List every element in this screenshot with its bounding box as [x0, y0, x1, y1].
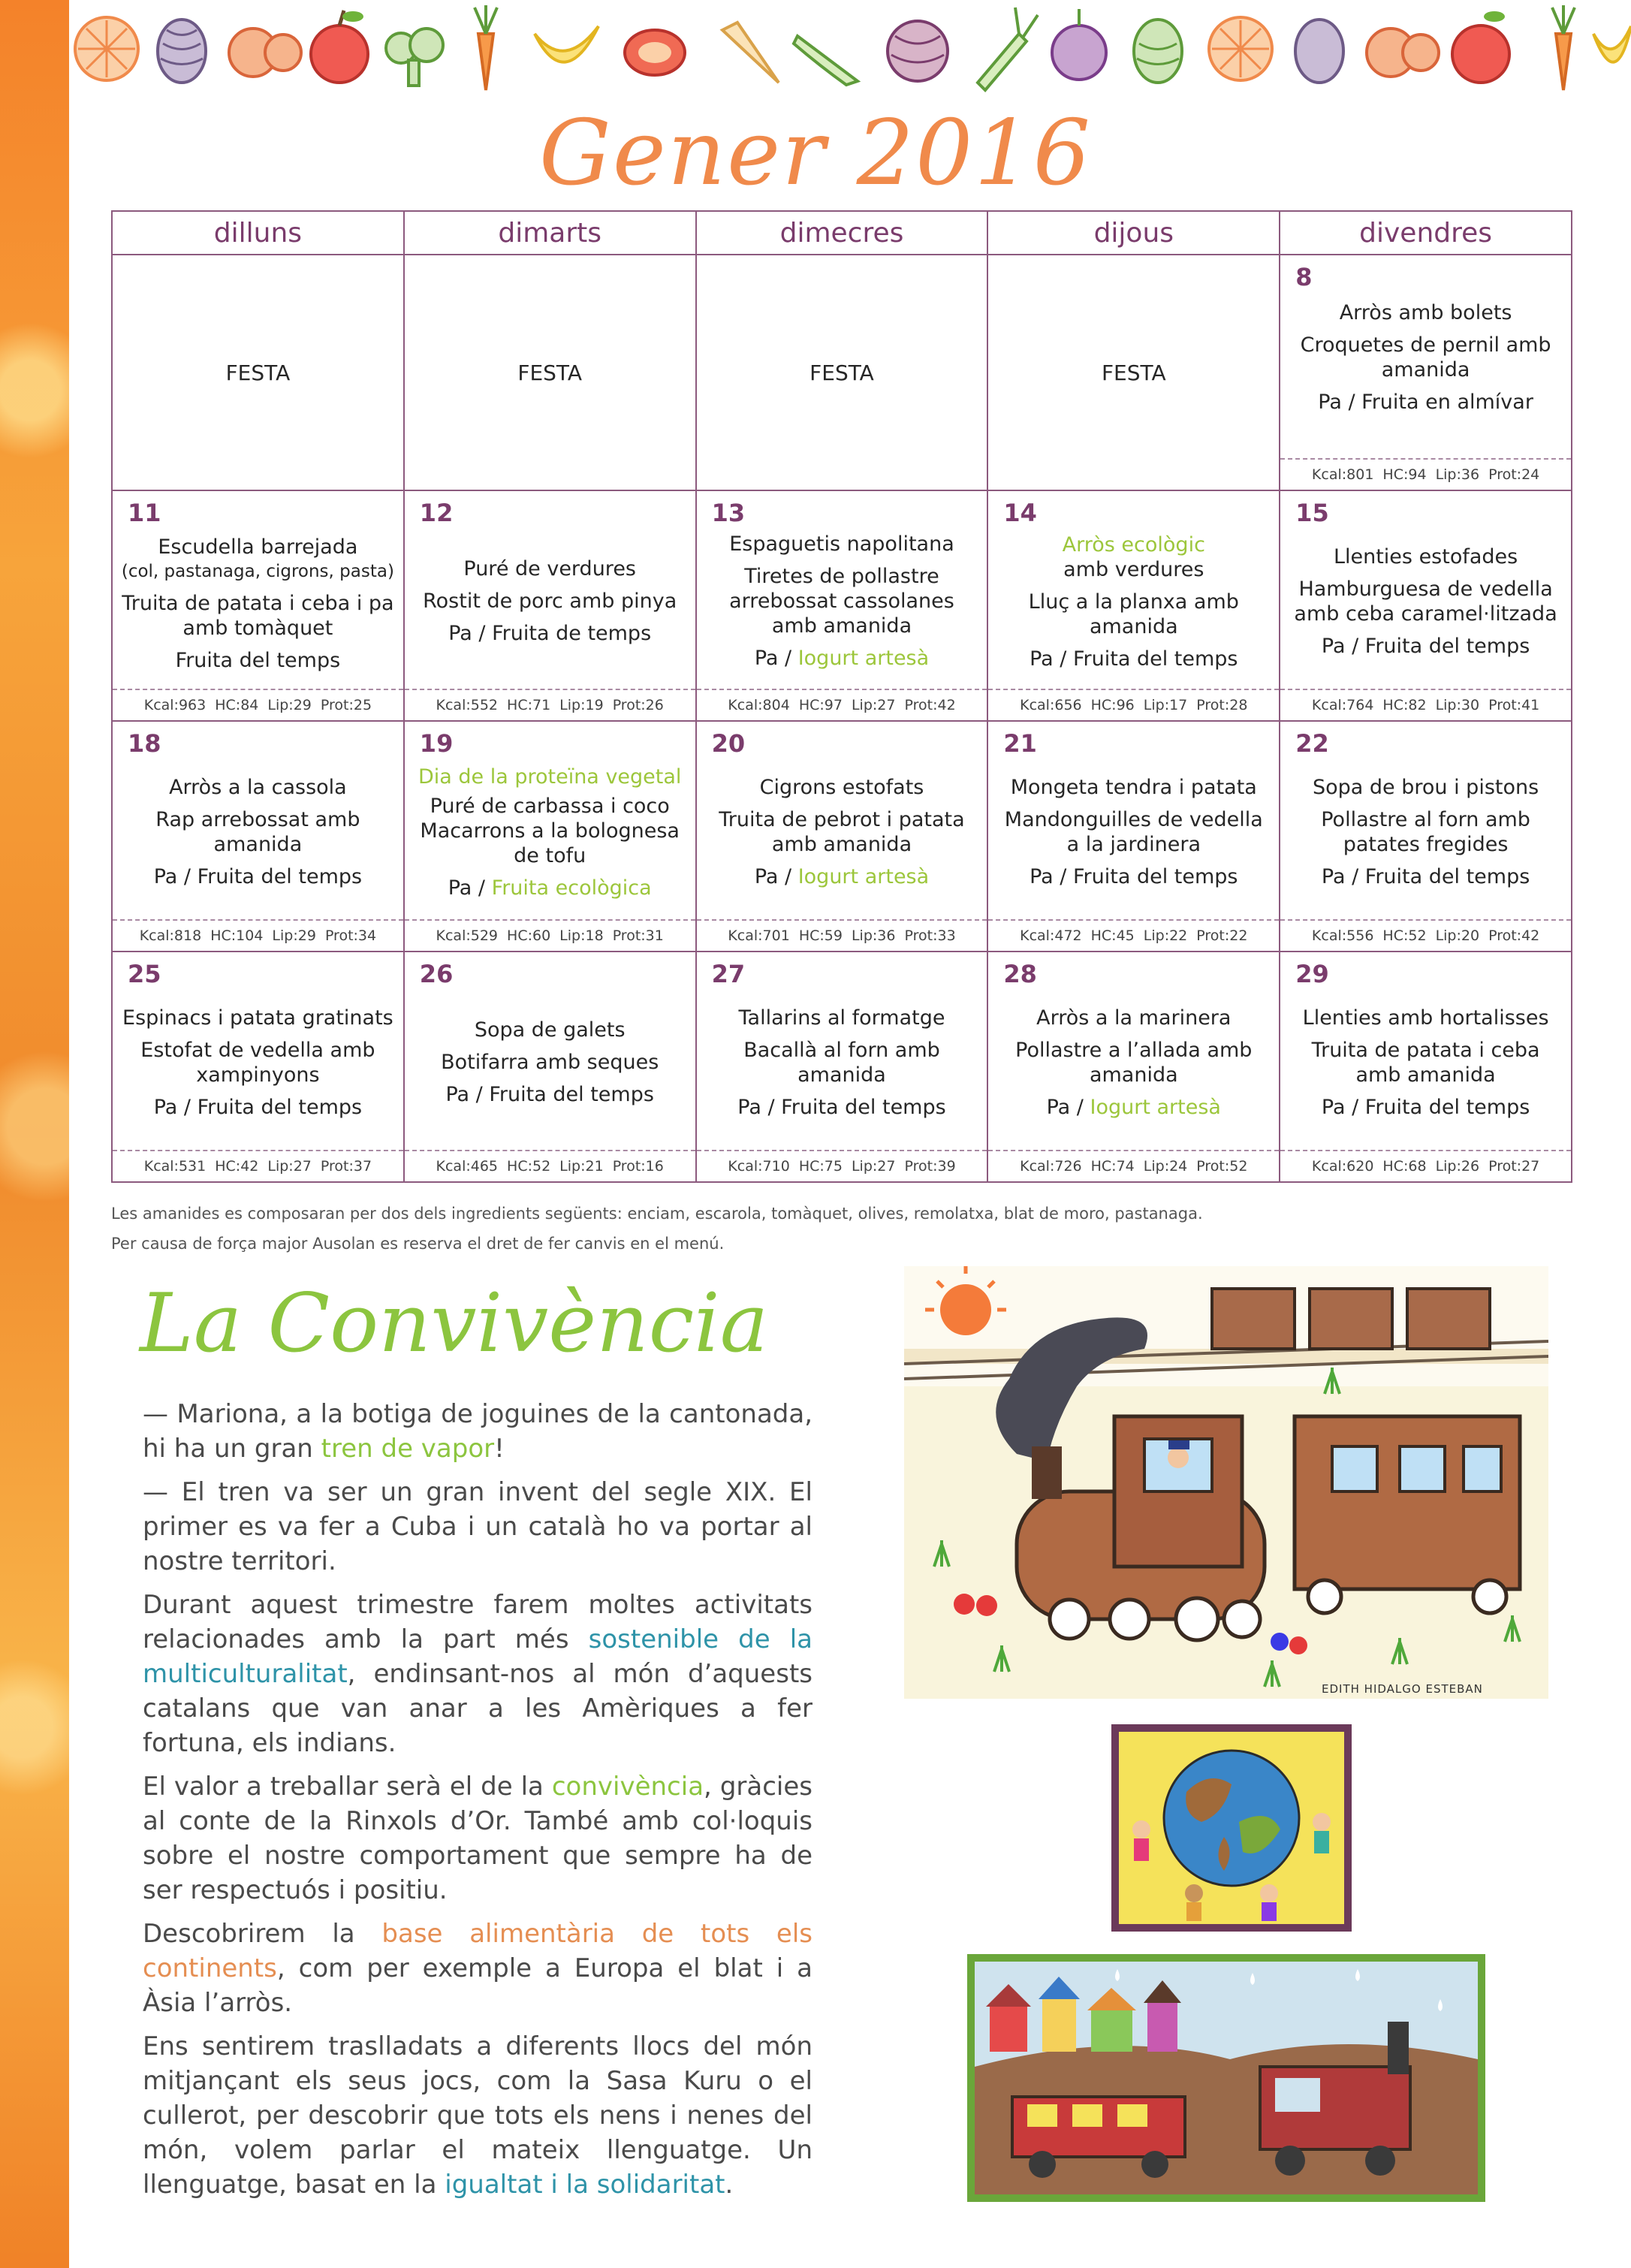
- second-course: Rostit de porc amb pinya: [423, 590, 677, 613]
- prot-value: Prot:27: [1488, 1158, 1540, 1175]
- first-course: Espinacs i patata gratinats: [122, 1006, 393, 1030]
- text-run: — Mariona, a la botiga de joguines de la cantonada, hi ha un gran: [143, 1399, 812, 1464]
- prot-value: Prot:25: [320, 697, 372, 713]
- carrot-icon: [475, 5, 497, 90]
- kcal-value: Kcal:556: [1311, 927, 1374, 944]
- kcal-value: Kcal:552: [436, 697, 499, 713]
- dessert: [755, 864, 929, 889]
- dessert: Pa / Fruita del temps: [153, 864, 363, 888]
- hc-value: HC:82: [1382, 697, 1427, 713]
- day-number: 14: [1003, 499, 1037, 527]
- day-cell: [696, 255, 988, 490]
- kcal-value: Kcal:963: [143, 697, 207, 713]
- nutrition-info: [697, 689, 987, 720]
- second-course: Truita de patata i ceba amb amanida: [1311, 1038, 1540, 1087]
- lip-value: Lip:27: [851, 697, 896, 713]
- artichoke-icon: [1134, 20, 1182, 83]
- globe-icon: [1164, 1751, 1299, 1886]
- kcal-value: Kcal:701: [728, 927, 790, 944]
- kcal-value: Kcal:710: [728, 1158, 790, 1175]
- second-course: Lluç a la planxa amb amanida: [1028, 590, 1239, 638]
- text-run: , gràcies al conte de la Rinxols d’Or. També amb col·loquis sobre el nostre comportament que sempre ha de ser respectuós i positiu.: [143, 1772, 812, 1905]
- first-course: Escudella barrejada: [158, 535, 358, 559]
- first-course: Arròs a la marinera: [1036, 1006, 1232, 1030]
- orange-icon: [1209, 17, 1272, 80]
- dessert: Pa / Fruita del temps: [1030, 864, 1238, 888]
- hc-value: HC:60: [507, 927, 551, 944]
- article-paragraph: [143, 1397, 812, 1466]
- second-course: Rap arrebossat amb amanida: [155, 807, 360, 856]
- hc-value: HC:97: [798, 697, 843, 713]
- dessert: Pa / Fruita de temps: [448, 622, 652, 645]
- kcal-value: Kcal:804: [728, 697, 790, 713]
- text-run: !: [494, 1434, 505, 1464]
- first-course: Arròs a la cassola: [169, 775, 347, 799]
- celery-icon: [794, 36, 858, 85]
- nutrition-info: [988, 1150, 1279, 1181]
- onion-icon: [1052, 9, 1106, 80]
- nutrition-info: [113, 919, 403, 951]
- lip-value: Lip:19: [559, 697, 604, 713]
- text-run: El valor a treballar serà el de la: [143, 1772, 552, 1802]
- day-number: 11: [128, 499, 161, 527]
- kcal-value: Kcal:529: [436, 927, 499, 944]
- text-run: Descobrirem la: [143, 1919, 382, 1949]
- day-number: 18: [128, 729, 161, 758]
- day-number: 15: [1295, 499, 1329, 527]
- dessert: Pa / Fruita del temps: [1030, 647, 1238, 671]
- first-course: Tallarins al formatge: [738, 1006, 945, 1030]
- day-cell: [404, 255, 696, 490]
- dessert: Pa / Fruita en almívar: [1318, 391, 1533, 414]
- first-course: Puré de carbassa i coco: [430, 794, 670, 818]
- lip-value: Lip:36: [1435, 466, 1480, 483]
- kcal-value: Kcal:726: [1020, 1158, 1082, 1175]
- nutrition-info: [113, 1150, 403, 1181]
- nutrition-info: [405, 919, 695, 951]
- dessert-highlight: Iogurt artesà: [797, 864, 930, 888]
- hc-value: HC:96: [1090, 697, 1135, 713]
- text-run: , endinsant-nos al món d’aquests catalans que van anar a les Amèriques a fer fortuna, els indians.: [143, 1659, 812, 1758]
- text-run: , com per exemple a Europa el blat i a Àsia l’arròs.: [143, 1953, 812, 2018]
- day-cell: [696, 721, 988, 952]
- week-row: [112, 721, 1572, 952]
- day-cell: [404, 952, 696, 1182]
- hc-value: HC:74: [1090, 1158, 1135, 1175]
- kcal-value: Kcal:656: [1020, 697, 1082, 713]
- prot-value: Prot:24: [1488, 466, 1540, 483]
- week-row: [112, 255, 1572, 490]
- kcal-value: Kcal:531: [143, 1158, 207, 1175]
- dessert: Pa / Fruita del temps: [737, 1095, 946, 1119]
- prot-value: Prot:41: [1488, 697, 1540, 713]
- day-number: 20: [711, 729, 746, 758]
- calendar-title: Gener 2016: [538, 101, 1093, 206]
- prot-value: Prot:31: [612, 927, 664, 944]
- weekday-header: dimecres: [696, 211, 988, 255]
- festa-label: FESTA: [225, 360, 291, 385]
- train-drawing: [904, 1266, 1548, 1699]
- first-course: Mongeta tendra i patata: [1010, 775, 1257, 799]
- orange-icon: [75, 17, 138, 80]
- hc-value: HC:52: [507, 1158, 551, 1175]
- day-cell: [1280, 490, 1572, 721]
- weekday-header: dijous: [987, 211, 1280, 255]
- globe-drawing: [1111, 1724, 1352, 1932]
- prot-value: Prot:42: [1488, 927, 1540, 944]
- lip-value: Lip:26: [1435, 1158, 1480, 1175]
- day-cell: [1280, 952, 1572, 1182]
- hc-value: HC:45: [1090, 927, 1135, 944]
- menu-notes: [111, 1199, 1463, 1259]
- article-paragraph: [143, 1769, 812, 1908]
- menu-table: [111, 210, 1572, 1183]
- first-course: Llenties estofades: [1333, 544, 1518, 569]
- banana-icon: [535, 26, 598, 62]
- vegetable-border: [69, 0, 1631, 98]
- article-title: La Convivència: [140, 1277, 769, 1371]
- kcal-value: Kcal:465: [436, 1158, 499, 1175]
- day-cell: [987, 490, 1280, 721]
- article-paragraph: [143, 1917, 812, 2020]
- second-course: Macarrons a la bolognesa de tofu: [420, 819, 680, 867]
- day-number: 28: [1003, 960, 1037, 988]
- lip-value: Lip:30: [1435, 697, 1480, 713]
- drawing-caption: EDITH HIDALGO ESTEBAN: [1322, 1682, 1483, 1696]
- day-cell: [112, 952, 404, 1182]
- hc-value: HC:94: [1382, 466, 1427, 483]
- artichoke-icon: [1295, 20, 1343, 83]
- changes-note: Per causa de força major Ausolan es reserva el dret de fer canvis en el menú.: [111, 1235, 725, 1253]
- hc-value: HC:71: [507, 697, 551, 713]
- first-course: Sopa de galets: [474, 1018, 626, 1042]
- prot-value: Prot:33: [904, 927, 956, 944]
- locomotive-icon: [1017, 1416, 1265, 1640]
- lip-value: Lip:29: [272, 927, 316, 944]
- day-cell: [404, 721, 696, 952]
- dessert: Pa / Fruita del temps: [1321, 634, 1530, 658]
- article-body: [143, 1397, 812, 2211]
- prot-value: Prot:39: [904, 1158, 956, 1175]
- lip-value: Lip:27: [851, 1158, 896, 1175]
- first-course-highlight: [1063, 532, 1205, 557]
- kcal-value: Kcal:801: [1311, 466, 1374, 483]
- day-number: 22: [1295, 729, 1329, 758]
- second-course: Pollastre a l’allada amb amanida: [1015, 1038, 1253, 1087]
- first-course: Cigrons estofats: [759, 775, 924, 799]
- banana-icon: [1593, 26, 1631, 62]
- theme-day-label: Dia de la proteïna vegetal: [418, 765, 682, 789]
- lip-value: Lip:17: [1143, 697, 1188, 713]
- second-course: Botifarra amb seques: [441, 1051, 659, 1074]
- day-cell: [404, 490, 696, 721]
- apple-icon: [311, 11, 368, 83]
- day-number: 21: [1003, 729, 1037, 758]
- nutrition-info: [1280, 458, 1571, 490]
- first-course: Puré de verdures: [463, 557, 636, 581]
- weekday-header: divendres: [1280, 211, 1572, 255]
- prot-value: Prot:26: [612, 697, 664, 713]
- first-course: Llenties amb hortalisses: [1302, 1006, 1549, 1030]
- parsnip-icon: [722, 23, 779, 83]
- prot-value: Prot:16: [612, 1158, 664, 1175]
- lip-value: Lip:21: [559, 1158, 604, 1175]
- nutrition-info: [1280, 1150, 1571, 1181]
- hc-value: HC:84: [215, 697, 259, 713]
- orange-decor-stripe: [0, 0, 69, 2268]
- second-course: Mandonguilles de vedella a la jardinera: [1004, 807, 1263, 856]
- lip-value: Lip:22: [1143, 927, 1188, 944]
- kcal-value: Kcal:818: [139, 927, 202, 944]
- day-cell: [696, 952, 988, 1182]
- hc-value: HC:68: [1382, 1158, 1427, 1175]
- text-run: Durant aquest trimestre farem moltes activitats relacionades amb la part més: [143, 1590, 812, 1654]
- nutrition-info: [697, 1150, 987, 1181]
- hc-value: HC:52: [1382, 927, 1427, 944]
- nutrition-info: [113, 689, 403, 720]
- second-course: Truita de pebrot i patata amb amanida: [719, 807, 965, 856]
- day-number: 25: [128, 960, 161, 988]
- text-run: Ens sentirem traslladats a diferents llocs del món mitjançant els seus jocs, com la Sasa Kuru o el cullerot, per descobrir que tots els nens i nenes del món, volem parlar el mateix llenguatge. Un llenguatge, basat en la: [143, 2031, 812, 2200]
- week-row: [112, 490, 1572, 721]
- second-course: Truita de patata i ceba i pa amb tomàquet: [122, 592, 394, 640]
- day-number: 12: [419, 499, 454, 527]
- nutrition-info: [405, 689, 695, 720]
- passenger-wagon-icon: [1295, 1416, 1520, 1613]
- festa-label: FESTA: [517, 360, 583, 385]
- lip-value: Lip:29: [267, 697, 312, 713]
- day-cell: [112, 490, 404, 721]
- dessert: Pa / Fruita del temps: [1321, 1095, 1530, 1119]
- day-cell: [112, 721, 404, 952]
- day-cell: [987, 255, 1280, 490]
- wagon-icon: [1212, 1289, 1490, 1349]
- tomato-icon: [229, 29, 301, 77]
- cabbage-icon: [888, 21, 948, 81]
- highlight-text: tren de vapor: [321, 1434, 495, 1464]
- kcal-value: Kcal:764: [1311, 697, 1374, 713]
- lip-value: Lip:24: [1143, 1158, 1188, 1175]
- weekday-header-row: [112, 211, 1572, 255]
- hc-value: HC:75: [798, 1158, 843, 1175]
- first-course: Sopa de brou i pistons: [1312, 775, 1539, 799]
- second-course: Bacallà al forn amb amanida: [743, 1038, 940, 1087]
- dessert: Pa / Fruita del temps: [153, 1095, 363, 1119]
- dessert: Pa / Fruita del temps: [445, 1083, 654, 1106]
- day-number: 8: [1295, 263, 1313, 291]
- highlight-text: base alimentària de tots els continents: [143, 1919, 813, 1983]
- day-number: 26: [419, 960, 454, 988]
- dessert: [448, 876, 652, 900]
- day-cell: [987, 721, 1280, 952]
- diorama-photo: [967, 1954, 1485, 2202]
- artichoke-icon: [158, 20, 206, 83]
- day-number: 29: [1295, 960, 1329, 988]
- highlight-text: convivència: [551, 1772, 704, 1802]
- lip-value: Lip:36: [851, 927, 896, 944]
- prot-value: Prot:52: [1196, 1158, 1248, 1175]
- prot-value: Prot:22: [1196, 927, 1248, 944]
- hc-value: HC:104: [210, 927, 264, 944]
- lip-value: Lip:20: [1435, 927, 1480, 944]
- weekday-header: dilluns: [112, 211, 404, 255]
- dessert-highlight: Iogurt artesà: [797, 647, 930, 670]
- broccoli-icon: [386, 29, 443, 86]
- second-course: Pollastre al forn amb patates fregides: [1321, 807, 1530, 856]
- dessert: [755, 646, 929, 671]
- first-course: amb verdures: [1063, 557, 1204, 581]
- lip-value: Lip:18: [559, 927, 604, 944]
- prot-value: Prot:28: [1196, 697, 1248, 713]
- day-cell: [987, 952, 1280, 1182]
- nutrition-info: [1280, 689, 1571, 720]
- second-course: Estofat de vedella amb xampinyons: [140, 1038, 375, 1087]
- dessert: [1047, 1095, 1221, 1120]
- prot-value: Prot:34: [324, 927, 377, 944]
- weekday-header: dimarts: [404, 211, 696, 255]
- nutrition-info: [988, 919, 1279, 951]
- dessert-prefix: Pa /: [754, 647, 798, 670]
- dessert-prefix: Pa /: [448, 876, 492, 900]
- kcal-value: Kcal:620: [1311, 1158, 1374, 1175]
- second-course: Hamburguesa de vedella amb ceba caramel·litzada: [1294, 577, 1557, 626]
- dessert-prefix: Pa /: [1046, 1095, 1090, 1119]
- kcal-value: Kcal:472: [1020, 927, 1082, 944]
- highlight-text: sostenible de la multiculturalitat: [143, 1624, 812, 1689]
- article-paragraph: [143, 1588, 812, 1760]
- carrot-icon: [1552, 5, 1575, 90]
- article-paragraph: [143, 2029, 812, 2202]
- apple-icon: [1452, 11, 1509, 83]
- festa-label: FESTA: [809, 360, 874, 385]
- day-number: 13: [711, 499, 746, 527]
- nutrition-info: [1280, 919, 1571, 951]
- highlight-text: igualtat i la solidaritat: [445, 2170, 725, 2200]
- dessert: Fruita del temps: [175, 649, 341, 672]
- first-course-detail: (col, pastanaga, cigrons, pasta): [121, 562, 394, 581]
- day-cell: [696, 490, 988, 721]
- dessert-prefix: Pa /: [754, 864, 798, 888]
- dessert-highlight: Iogurt artesà: [1090, 1095, 1221, 1119]
- hc-value: HC:42: [215, 1158, 259, 1175]
- nutrition-info: [988, 689, 1279, 720]
- organic-label: Arròs ecològic: [1062, 532, 1205, 556]
- nutrition-info: [697, 919, 987, 951]
- day-number: 27: [711, 960, 746, 988]
- nutrition-info: [405, 1150, 695, 1181]
- festa-label: FESTA: [1101, 360, 1166, 385]
- leek-icon: [978, 8, 1038, 90]
- first-course: Arròs amb bolets: [1339, 301, 1512, 324]
- tomato-icon: [1367, 29, 1439, 77]
- prot-value: Prot:42: [904, 697, 956, 713]
- salad-note: Les amanides es composaran per dos dels ingredients següents: enciam, escarola, tomàquet, olives, remolatxa, blat de moro, pastanaga.: [111, 1205, 1203, 1223]
- second-course: Croquetes de pernil amb amanida: [1300, 333, 1551, 382]
- lip-value: Lip:27: [267, 1158, 312, 1175]
- dessert: Pa / Fruita del temps: [1321, 864, 1530, 888]
- hc-value: HC:59: [798, 927, 843, 944]
- day-cell: [1280, 721, 1572, 952]
- day-cell: [112, 255, 404, 490]
- first-course: Espaguetis napolitana: [729, 532, 954, 556]
- pepper-icon: [625, 30, 685, 75]
- dessert-highlight: Fruita ecològica: [491, 876, 652, 900]
- article-paragraph: — El tren va ser un gran invent del segle XIX. El primer es va fer a Cuba i un català ho va portar al nostre territori.: [143, 1477, 812, 1576]
- day-number: 19: [419, 729, 454, 758]
- prot-value: Prot:37: [320, 1158, 372, 1175]
- second-course: Tiretes de pollastre arrebossat cassolanes amb amanida: [729, 565, 954, 638]
- text-run: .: [725, 2170, 734, 2200]
- day-cell: [1280, 255, 1572, 490]
- week-row: [112, 952, 1572, 1182]
